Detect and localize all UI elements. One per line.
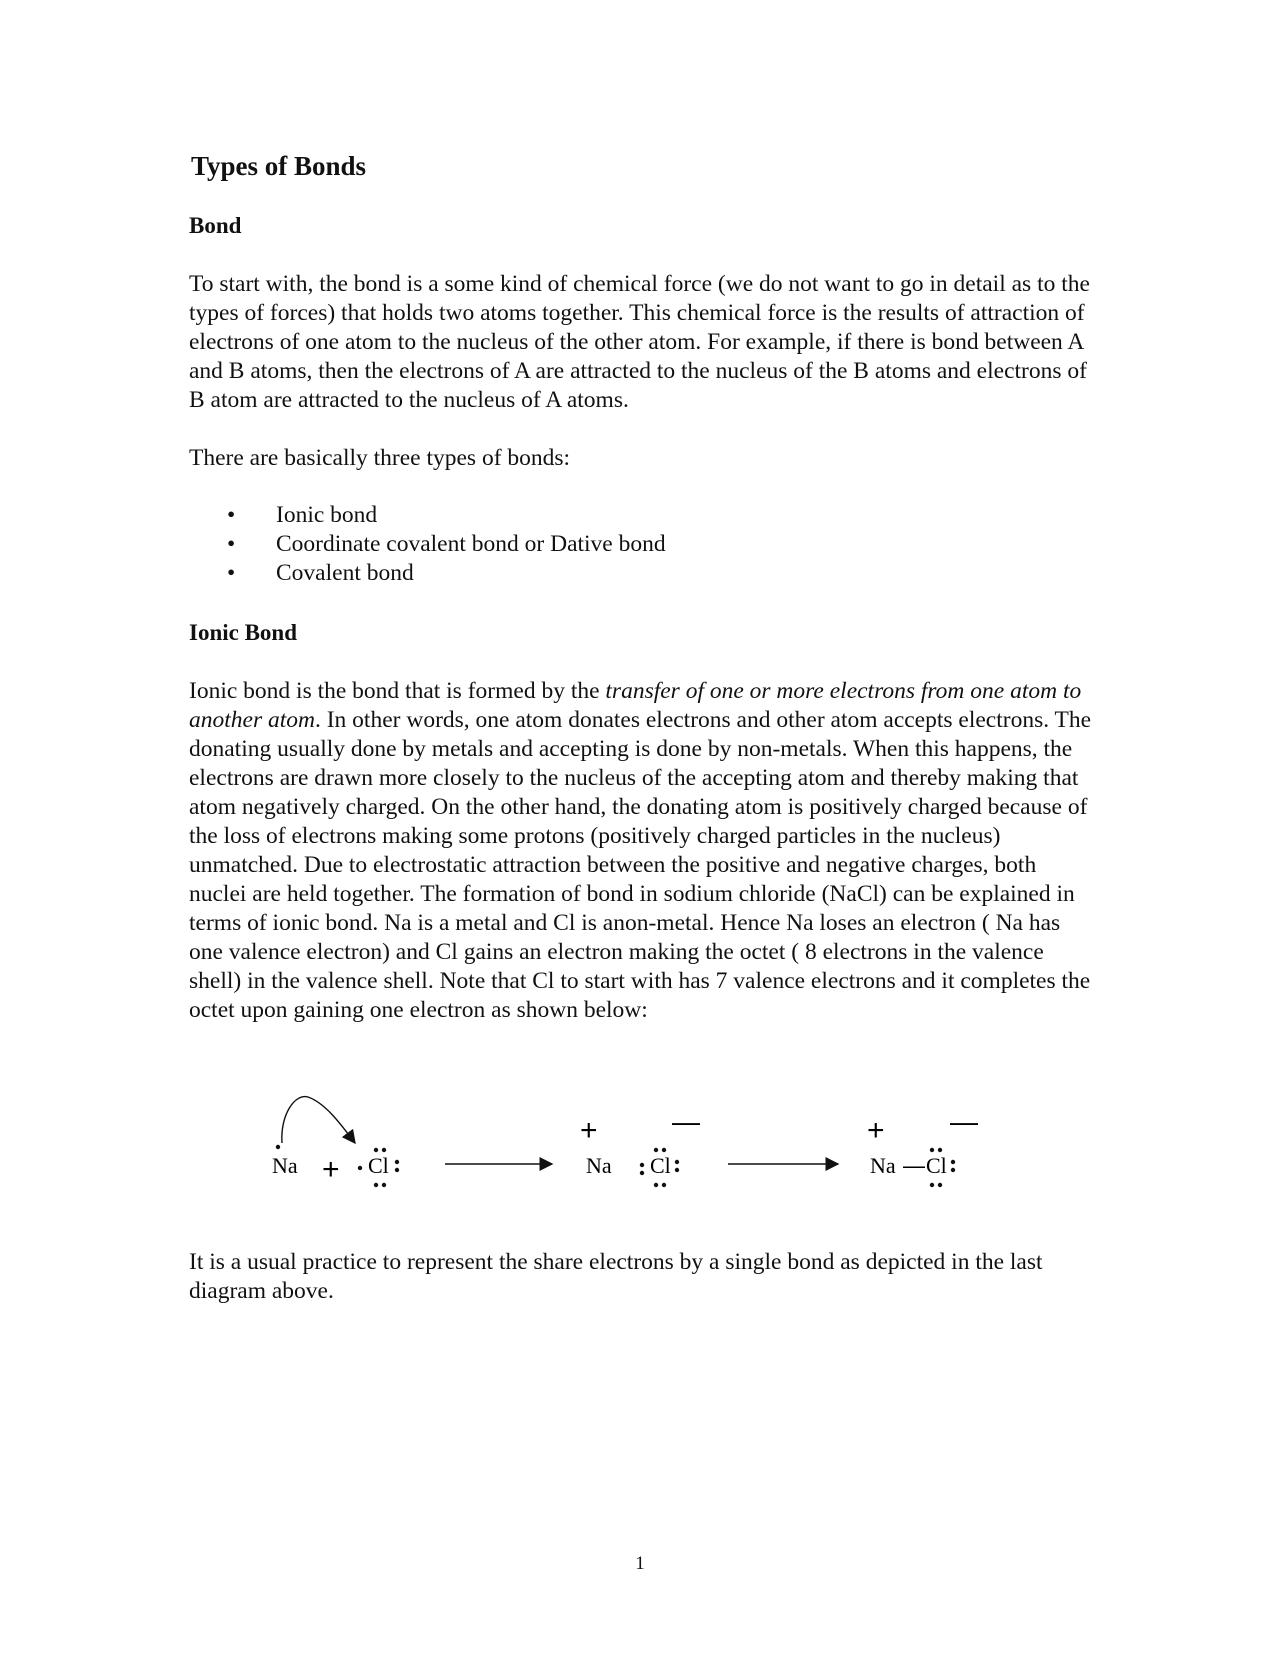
page-number: 1: [635, 1553, 645, 1574]
plus-sign: +: [322, 1153, 340, 1186]
na-bonded-symbol: Na: [870, 1153, 896, 1178]
paragraph-closing: It is a usual practice to represent the share electrons by a single bond as depicted in the last diagram above.: [189, 1249, 1043, 1304]
positive-charge: +: [867, 1114, 885, 1147]
stage-reactants: [272, 1097, 552, 1188]
electron-transfer-arrow: [282, 1097, 355, 1143]
nacl-lewis-diagram: [260, 1085, 1020, 1200]
cl-symbol: Cl: [368, 1153, 389, 1178]
na-valence-electron: [276, 1145, 280, 1149]
na-symbol: Na: [272, 1153, 298, 1178]
italic-emphasis: transfer of one or more electrons from one atom to another atom: [189, 678, 1082, 733]
stage-ions: [580, 1106, 838, 1187]
transferred-electron: [358, 1166, 362, 1170]
list-item: • Coordinate covalent bond or Dative bond: [227, 531, 666, 557]
bullet-icon: •: [227, 502, 236, 528]
na-ion-symbol: Na: [586, 1153, 612, 1178]
paragraph-ionic-bond: Ionic bond is the bond that is formed by the transfer of one or more electrons from one atom to another atom. In other words, one atom donates electrons and other atom accepts electrons. The donating usually done by metals and accepting is done by non-metals. When this happens, the electrons are drawn more closely to the nucleus of the accepting atom and thereby making that atom negatively charged. On the other hand, the donating atom is positively charged because of the loss of electrons making some protons (positively charged particles in the nucleus) unmatched. Due to electrostatic attraction between the positive and negative charges, both nuclei are held together. The formation of bond in sodium chloride (NaCl) can be explained in terms of ionic bond. Na is a metal and Cl is anon-metal. Hence Na loses an electron ( Na has one valence electron) and Cl gains an electron making the octet ( 8 electrons in the valence shell) in the valence shell. Note that Cl to start with has 7 valence electrons and it completes the octet upon gaining one electron as shown below:: [189, 678, 1092, 1023]
paragraph-bond-definition: To start with, the bond is a some kind of chemical force (we do not want to go in detail as to the types of forces) that holds two atoms together. This chemical force is the results of attraction of electrons of one atom to the nucleus of the other atom. For example, if there is bond between A and B atoms, then the electrons of A are attracted to the nucleus of the B atoms and electrons of B atom are attracted to the nucleus of A atoms.: [189, 271, 1090, 413]
list-item: • Ionic bond: [227, 502, 378, 528]
stage-bonded: [867, 1106, 978, 1187]
page-title: Types of Bonds: [191, 151, 367, 181]
bullet-icon: •: [227, 560, 236, 586]
cl-bonded-symbol: Cl: [926, 1153, 947, 1178]
section-heading-ionic-bond: Ionic Bond: [189, 620, 298, 645]
bond-types-list: [189, 501, 666, 588]
paragraph-types-intro: There are basically three types of bonds:: [189, 445, 571, 471]
negative-charge: —: [672, 1106, 700, 1137]
single-bond: —: [903, 1153, 925, 1178]
list-item: • Covalent bond: [227, 560, 414, 586]
positive-charge: +: [580, 1114, 598, 1147]
section-heading-bond: Bond: [189, 213, 242, 238]
cl-ion-symbol: Cl: [650, 1153, 671, 1178]
negative-charge: —: [950, 1106, 978, 1137]
bullet-icon: •: [227, 531, 236, 557]
